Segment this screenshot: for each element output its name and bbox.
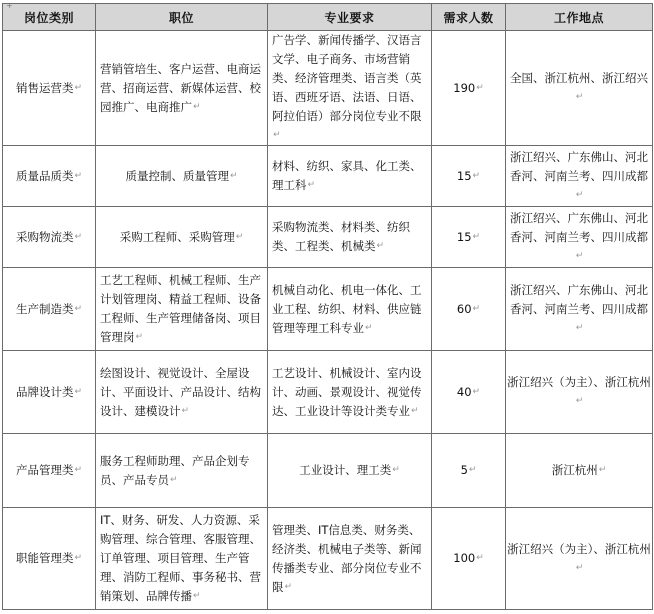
positions-cell: 采购工程师、采购管理↵ <box>96 207 268 268</box>
count-cell: 5↵ <box>432 434 506 508</box>
location-cell: 浙江绍兴、广东佛山、河北香河、河南兰考、四川成都↵ <box>506 207 653 268</box>
majors-cell: 采购物流类、材料类、纺织类、工程类、机械类↵ <box>268 207 432 268</box>
positions-cell: 营销管培生、客户运营、电商运营、招商运营、新媒体运营、校园推广、电商推广↵ <box>96 31 268 146</box>
table-row <box>3 434 653 508</box>
majors-cell: 工业设计、理工类↵ <box>268 434 432 508</box>
recruitment-table-container <box>2 3 653 610</box>
recruitment-table <box>2 3 653 610</box>
table-row <box>3 207 653 268</box>
majors-cell: 工艺设计、机械设计、室内设计、动画、景观设计、视觉传达、工业设计等设计类专业↵ <box>268 351 432 434</box>
location-cell: 浙江绍兴、广东佛山、河北香河、河南兰考、四川成都↵ <box>506 146 653 207</box>
category-cell: 产品管理类↵ <box>3 434 96 508</box>
category-cell: 生产制造类↵ <box>3 268 96 351</box>
location-cell: 浙江绍兴、广东佛山、河北香河、河南兰考、四川成都↵ <box>506 268 653 351</box>
category-cell: 职能管理类↵ <box>3 508 96 610</box>
positions-cell: 工艺工程师、机械工程师、生产计划管理岗、精益工程师、设备工程师、生产管理储备岗、项目管理岗↵ <box>96 268 268 351</box>
table-row <box>3 508 653 610</box>
category-cell: 采购物流类↵ <box>3 207 96 268</box>
count-cell: 15↵ <box>432 207 506 268</box>
header-location: 工作地点 <box>506 4 653 31</box>
count-cell: 190↵ <box>432 31 506 146</box>
location-cell: 浙江绍兴（为主）、浙江杭州↵ <box>506 351 653 434</box>
table-row <box>3 31 653 146</box>
positions-cell: 绘图设计、视觉设计、全屋设计、平面设计、产品设计、结构设计、建模设计↵ <box>96 351 268 434</box>
category-cell: 质量品质类↵ <box>3 146 96 207</box>
table-row <box>3 351 653 434</box>
header-category: 岗位类别 <box>3 4 96 31</box>
positions-cell: 服务工程师助理、产品企划专员、产品专员↵ <box>96 434 268 508</box>
header-row <box>3 4 653 31</box>
category-cell: 品牌设计类↵ <box>3 351 96 434</box>
header-count: 需求人数 <box>432 4 506 31</box>
location-cell: 浙江绍兴（为主）、浙江杭州↵ <box>506 508 653 610</box>
category-cell: 销售运营类↵ <box>3 31 96 146</box>
count-cell: 40↵ <box>432 351 506 434</box>
majors-cell: 机械自动化、机电一体化、工业工程、纺织、材料、供应链管理等理工科专业↵ <box>268 268 432 351</box>
positions-cell: 质量控制、质量管理↵ <box>96 146 268 207</box>
header-position: 职位 <box>96 4 268 31</box>
majors-cell: 管理类、IT信息类、财务类、经济类、机械电子类等、新闻传播类专业、部分岗位专业不限↵ <box>268 508 432 610</box>
majors-cell: 广告学、新闻传播学、汉语言文学、电子商务、市场营销类、经济管理类、语言类（英语、西班牙语、法语、日语、阿拉伯语）部分岗位专业不限↵ <box>268 31 432 146</box>
table-move-handle[interactable]: + <box>6 1 13 10</box>
positions-cell: IT、财务、研发、人力资源、采购管理、综合管理、客服管理、订单管理、项目管理、生产管理、消防工程师、事务秘书、营销策划、品牌传播↵ <box>96 508 268 610</box>
count-cell: 15↵ <box>432 146 506 207</box>
header-majors: 专业要求 <box>268 4 432 31</box>
count-cell: 60↵ <box>432 268 506 351</box>
majors-cell: 材料、纺织、家具、化工类、理工科↵ <box>268 146 432 207</box>
location-cell: 浙江杭州↵ <box>506 434 653 508</box>
location-cell: 全国、浙江杭州、浙江绍兴↵ <box>506 31 653 146</box>
table-row <box>3 146 653 207</box>
count-cell: 100↵ <box>432 508 506 610</box>
table-row <box>3 268 653 351</box>
